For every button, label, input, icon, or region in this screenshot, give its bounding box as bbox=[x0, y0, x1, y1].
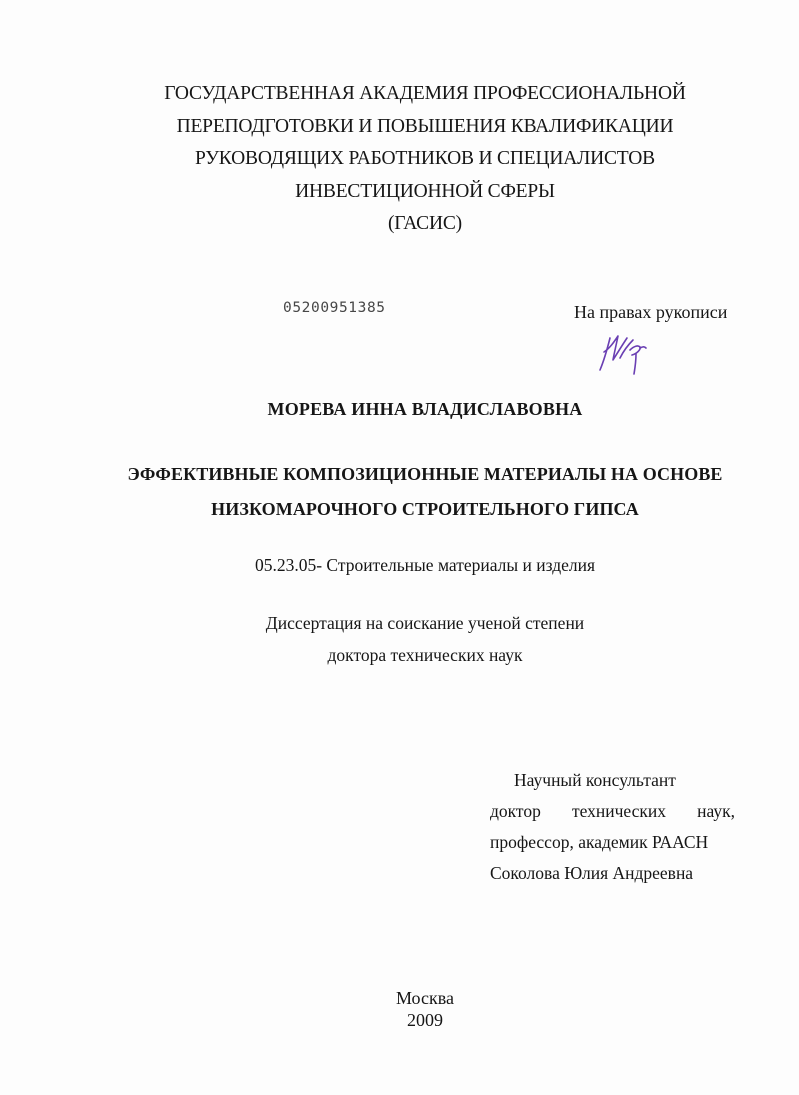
organization-abbreviation: (ГАСИС) bbox=[388, 213, 462, 234]
consultant-degree bbox=[490, 796, 735, 827]
consultant-degree-word: доктор bbox=[490, 801, 541, 821]
title-line: НИЗКОМАРОЧНОГО СТРОИТЕЛЬНОГО ГИПСА bbox=[211, 499, 639, 519]
scientific-consultant bbox=[490, 765, 735, 889]
manuscript-rights-label: На правах рукописи bbox=[574, 302, 728, 322]
title-line: ЭФФЕКТИВНЫЕ КОМПОЗИЦИОННЫЕ МАТЕРИАЛЫ НА ОСНОВЕ bbox=[127, 464, 723, 484]
degree-line: доктора технических наук bbox=[327, 645, 523, 665]
city: Москва bbox=[396, 988, 454, 1008]
consultant-degree-word: технических bbox=[571, 801, 667, 821]
consultant-degree-word: наук, bbox=[697, 801, 735, 821]
organization-line: ПЕРЕПОДГОТОВКИ И ПОВЫШЕНИЯ КВАЛИФИКАЦИИ bbox=[176, 115, 674, 137]
year: 2009 bbox=[407, 1010, 443, 1030]
archive-code: 05200951385 bbox=[283, 300, 386, 316]
organization-line: ГОСУДАРСТВЕННАЯ АКАДЕМИЯ ПРОФЕССИОНАЛЬНОЙ bbox=[164, 83, 686, 104]
organization-line: РУКОВОДЯЩИХ РАБОТНИКОВ И СПЕЦИАЛИСТОВ bbox=[195, 148, 655, 169]
degree-statement bbox=[0, 607, 799, 671]
organization-name bbox=[0, 78, 799, 241]
specialty-code: 05.23.05- Строительные материалы и изделия bbox=[254, 555, 596, 575]
consultant-role: Научный консультант bbox=[514, 770, 676, 790]
handwritten-signature bbox=[596, 328, 656, 376]
consultant-name: Соколова Юлия Андреевна bbox=[490, 863, 694, 883]
organization-line: ИНВЕСТИЦИОННОЙ СФЕРЫ bbox=[295, 180, 555, 202]
degree-line: Диссертация на соискание ученой степени bbox=[265, 613, 585, 633]
dissertation-title bbox=[0, 457, 799, 527]
consultant-title: профессор, академик РААСН bbox=[490, 832, 709, 852]
author-name: МОРЕВА ИННА ВЛАДИСЛАВОВНА bbox=[267, 399, 583, 419]
